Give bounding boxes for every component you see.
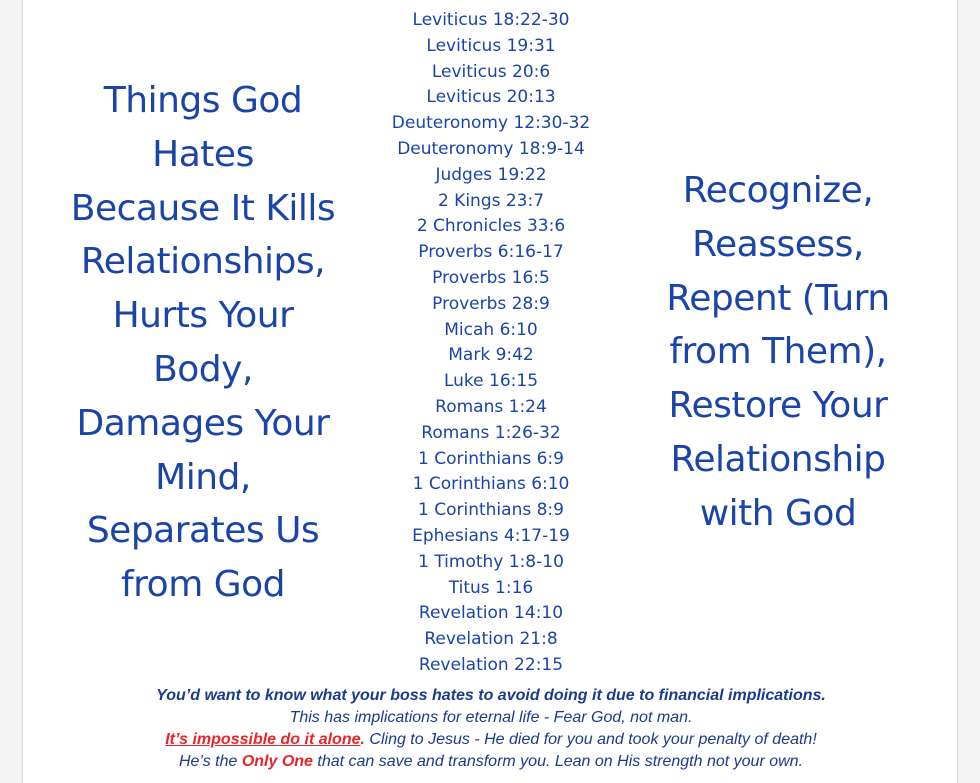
right-heading-line: Reassess,	[692, 223, 864, 265]
left-heading-line: Relationships,	[80, 241, 326, 283]
cling-to-jesus-text: Cling to Jesus - He died for you and took your penalty of death!	[364, 731, 817, 748]
scripture-reference: 2 Kings 23:7	[437, 190, 545, 211]
scripture-reference: Luke 16:15	[443, 371, 539, 392]
scripture-reference: Micah 6:10	[444, 319, 538, 340]
left-heading-line: Things God	[103, 80, 303, 121]
scripture-reference: 1 Timothy 1:8-10	[418, 551, 564, 572]
hes-the-text: He’s the	[178, 753, 242, 770]
right-heading	[643, 164, 913, 541]
document-page	[22, 0, 958, 783]
right-heading-line: Recognize,	[682, 170, 874, 211]
scripture-reference: Romans 1:24	[435, 396, 547, 417]
impossible-alone-emphasis: It’s impossible do it alone	[165, 731, 361, 748]
scripture-reference: 1 Corinthians 6:9	[418, 448, 564, 469]
footer-line-cling	[23, 729, 959, 751]
right-heading-line: from Them),	[669, 331, 887, 373]
scripture-reference: Deuteronomy 12:30-32	[391, 113, 591, 134]
left-heading-line: Mind,	[155, 456, 251, 498]
scripture-reference: 1 Corinthians 8:9	[418, 500, 564, 521]
right-heading-line: with God	[699, 492, 857, 534]
left-heading-line: Damages Your	[76, 402, 330, 444]
right-heading-line: Restore Your	[668, 385, 888, 427]
scripture-reference: Leviticus 18:22-30	[412, 10, 570, 30]
right-heading-line: Relationship	[670, 438, 886, 480]
left-heading-line: Hates	[152, 133, 254, 175]
footer-line-eternal-life: This has implications for eternal life - Fear God, not man.	[289, 709, 693, 726]
scripture-reference: Leviticus 19:31	[426, 35, 556, 56]
left-heading-line: Hurts Your	[112, 295, 294, 337]
scripture-reference: Proverbs 28:9	[432, 293, 550, 314]
left-heading-line: Because It Kills	[70, 187, 336, 229]
scripture-reference: Revelation 22:15	[418, 654, 564, 675]
scripture-reference: 1 Corinthians 6:10	[412, 474, 570, 495]
scripture-reference: Revelation 14:10	[418, 603, 564, 624]
left-heading-line: from God	[121, 564, 285, 606]
left-heading	[63, 74, 343, 612]
scripture-reference: Ephesians 4:17-19	[412, 525, 570, 546]
emphasis-period: .	[360, 731, 365, 748]
scripture-reference: Leviticus 20:6	[431, 61, 551, 82]
scripture-reference: Revelation 21:8	[424, 629, 558, 650]
save-transform-text: that can save and transform you. Lean on His strength not your own.	[312, 753, 804, 770]
scripture-reference: Proverbs 16:5	[432, 267, 550, 288]
footer-message	[23, 685, 959, 773]
footer-line-only-one	[23, 751, 959, 773]
left-heading-line: Body,	[153, 348, 253, 390]
footer-line-boss: You’d want to know what your boss hates to avoid doing it due to financial implications.	[156, 687, 826, 704]
scripture-reference: Mark 9:42	[448, 345, 534, 366]
scripture-reference: Deuteronomy 18:9-14	[397, 138, 585, 159]
right-heading-line: Repent (Turn	[666, 277, 890, 319]
scripture-reference-list	[361, 8, 621, 679]
scripture-reference: Romans 1:26-32	[421, 422, 561, 443]
scripture-reference: Leviticus 20:13	[426, 87, 556, 108]
scripture-reference: Proverbs 6:16-17	[418, 242, 564, 263]
scripture-reference: 2 Chronicles 33:6	[416, 216, 566, 237]
only-one-emphasis: Only One	[241, 753, 313, 770]
scripture-reference: Judges 19:22	[435, 164, 547, 185]
scripture-reference: Titus 1:16	[448, 577, 534, 598]
left-heading-line: Separates Us	[86, 510, 320, 552]
